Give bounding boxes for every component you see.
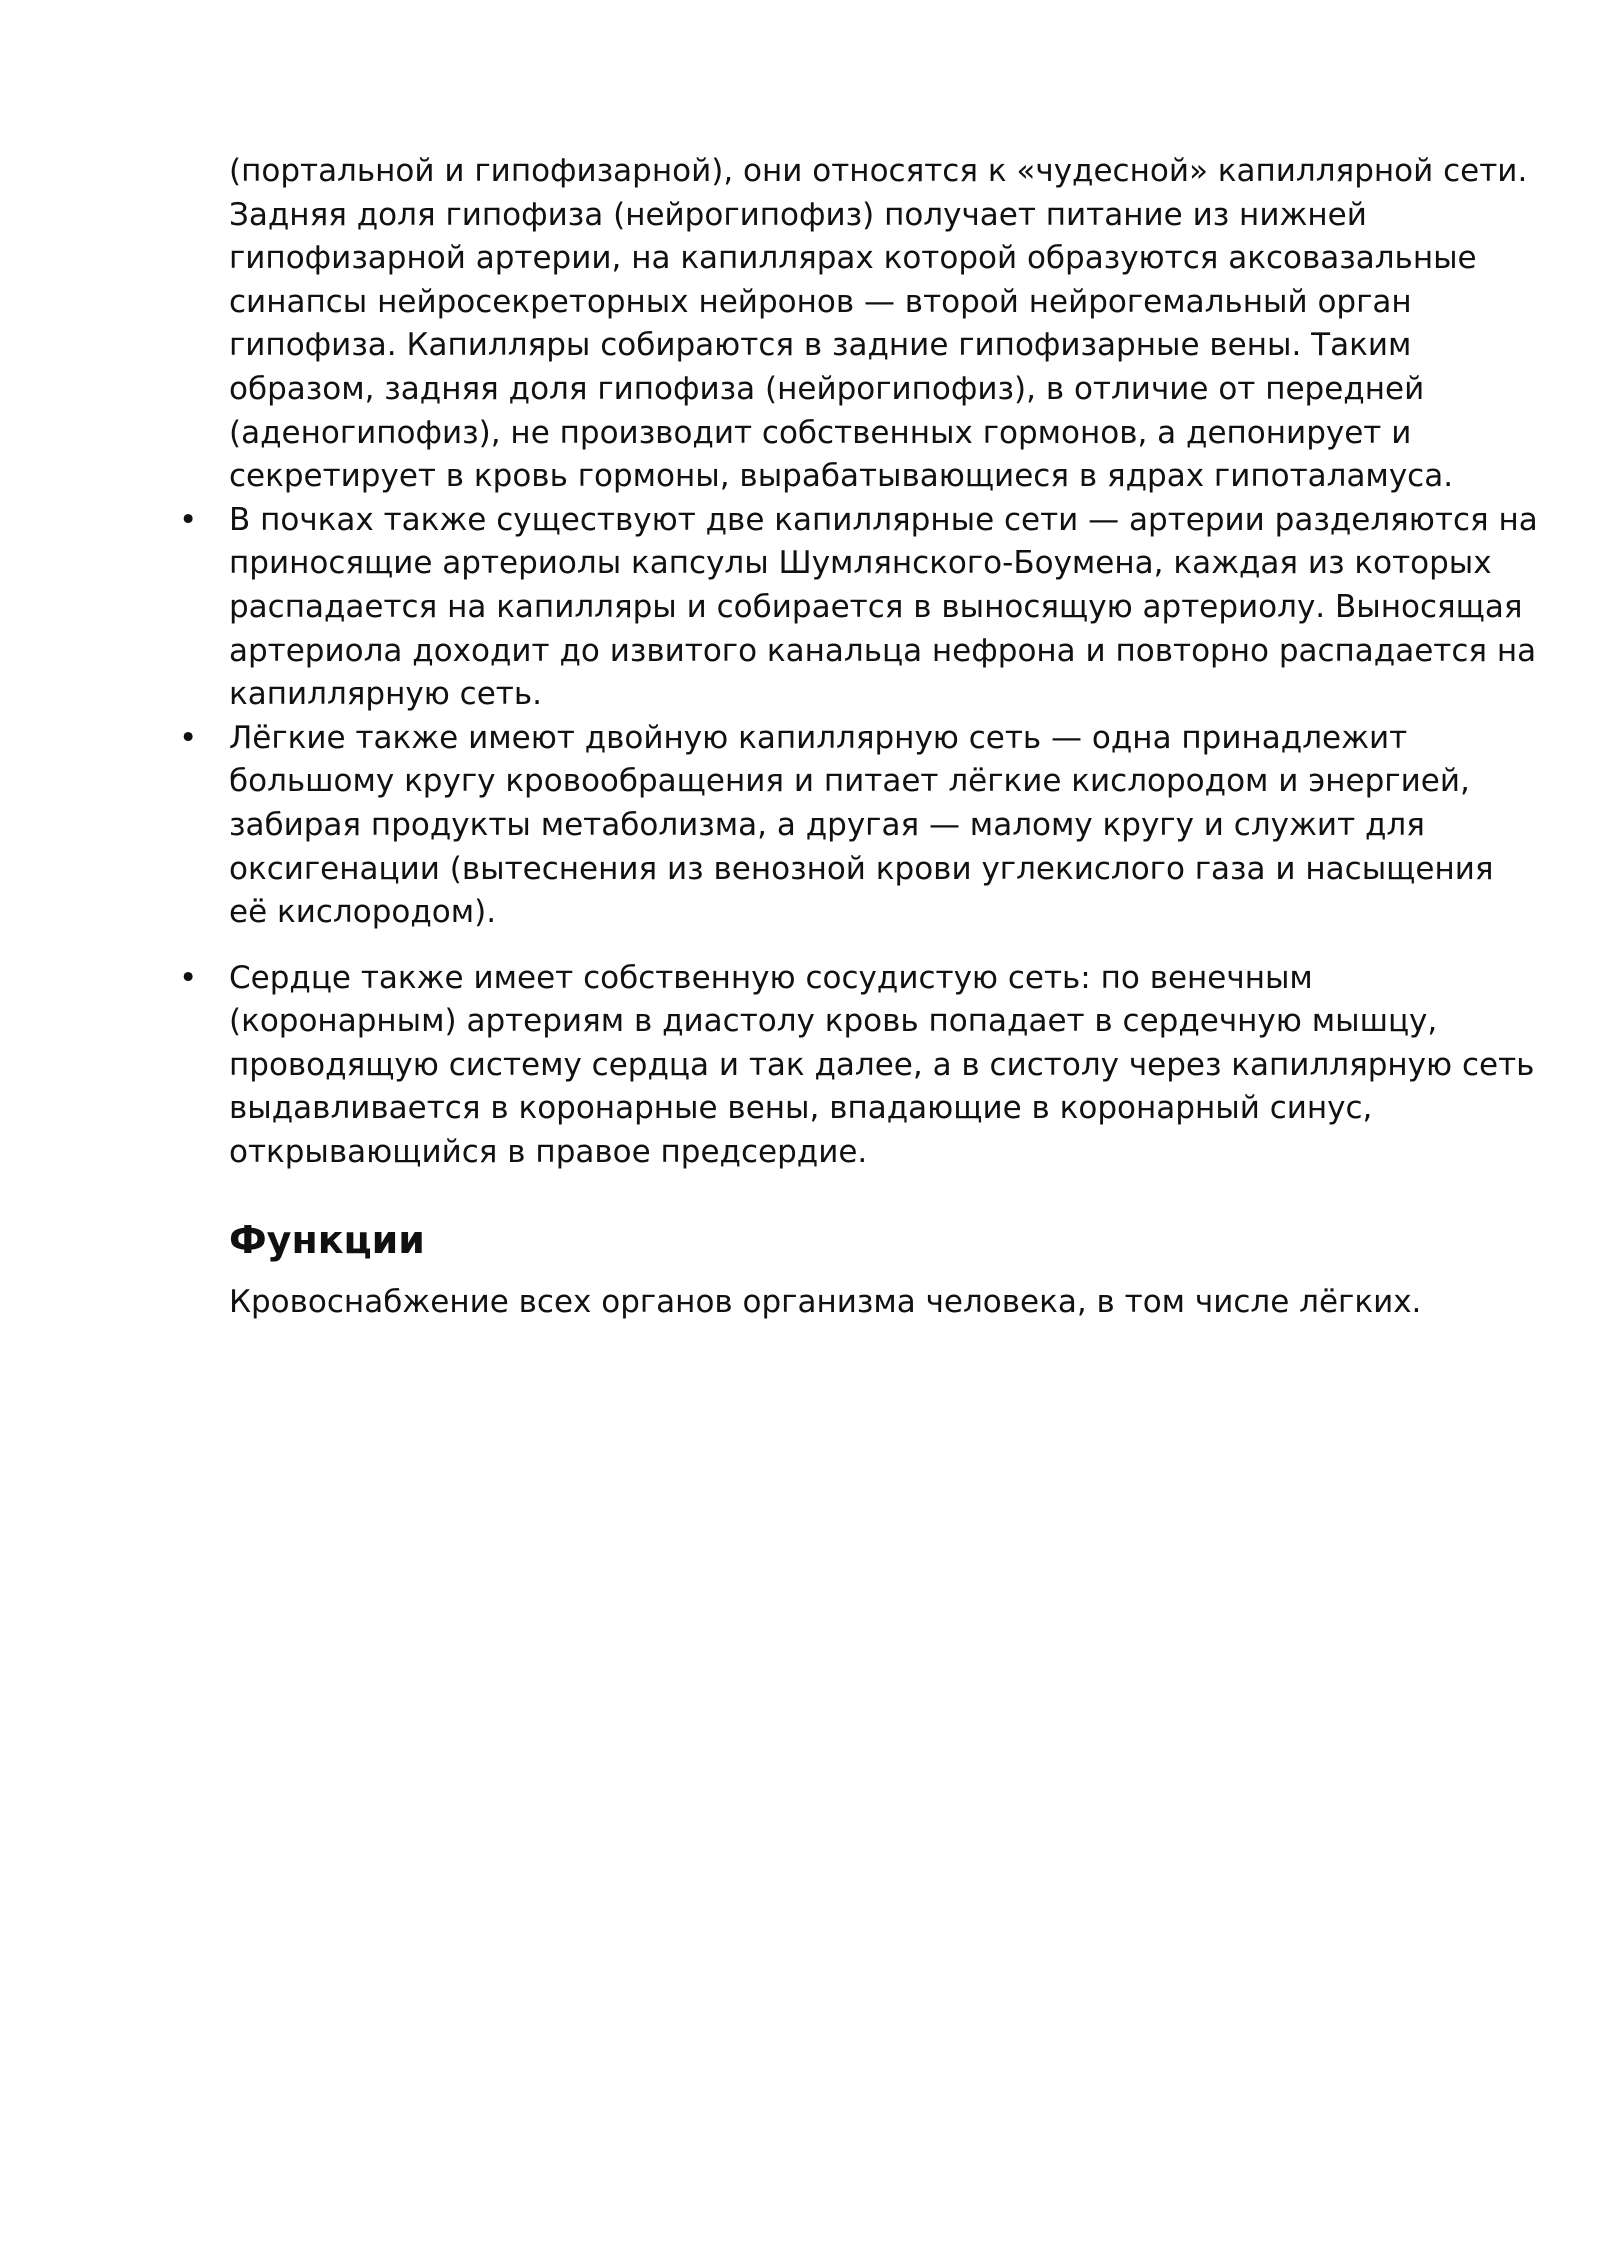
- bullet-marker: •: [179, 959, 198, 996]
- text-line: приносящие артериолы капсулы Шумлянского-Боумена, каждая из которых: [229, 545, 1492, 582]
- text-line: синапсы нейросекреторных нейронов — второй нейрогемальный орган: [229, 283, 1412, 320]
- text-line: В почках также существуют две капиллярные сети — артерии разделяются на: [229, 501, 1538, 538]
- list-item-text: [229, 957, 1535, 1175]
- text-line: Лёгкие также имеют двойную капиллярную сеть — одна принадлежит: [229, 719, 1408, 756]
- text-line: открывающийся в правое предсердие.: [229, 1134, 868, 1171]
- list-spacer: [229, 935, 1509, 957]
- text-line: забирая продукты метаболизма, а другая — малому кругу и служит для: [229, 806, 1425, 843]
- text-line: оксигенации (вытеснения из венозной крови углекислого газа и насыщения: [229, 850, 1494, 887]
- text-line: Сердце также имеет собственную сосудистую сеть: по венечным: [229, 959, 1313, 996]
- text-line: проводящую систему сердца и так далее, а в систолу через капиллярную сеть: [229, 1046, 1535, 1083]
- list-item-text: [229, 717, 1509, 935]
- section-heading: Функции: [229, 1217, 425, 1262]
- list-item-lungs: [179, 717, 1509, 935]
- text-line: (коронарным) артериям в диастолу кровь попадает в сердечную мышцу,: [229, 1003, 1438, 1040]
- text-line: артериола доходит до извитого канальца нефрона и повторно распадается на: [229, 632, 1537, 669]
- bullet-list: [179, 499, 1538, 1175]
- text-line: выдавливается в коронарные вены, впадающие в коронарный синус,: [229, 1090, 1373, 1127]
- text-line: секретирует в кровь гормоны, вырабатывающиеся в ядрах гипоталамуса.: [229, 458, 1454, 495]
- bullet-marker: •: [179, 501, 198, 538]
- text-line: гипофизарной артерии, на капиллярах которой образуются аксовазальные: [229, 240, 1477, 277]
- bullet-marker: •: [179, 719, 198, 756]
- list-item-kidneys: [179, 499, 1538, 717]
- text-line: распадается на капилляры и собирается в выносящую артериолу. Выносящая: [229, 588, 1523, 625]
- list-item-heart: [179, 957, 1535, 1175]
- text-line: капиллярную сеть.: [229, 676, 542, 713]
- document-content: [179, 150, 1538, 1324]
- text-line: (аденогипофиз), не производит собственных гормонов, а депонирует и: [229, 414, 1412, 451]
- section-body: Кровоснабжение всех органов организма человека, в том числе лёгких.: [229, 1283, 1422, 1320]
- text-line: образом, задняя доля гипофиза (нейрогипофиз), в отличие от передней: [229, 370, 1425, 407]
- text-line: её кислородом).: [229, 894, 497, 931]
- text-line: большому кругу кровообращения и питает лёгкие кислородом и энергией,: [229, 763, 1470, 800]
- text-line: Задняя доля гипофиза (нейрогипофиз) получает питание из нижней: [229, 196, 1367, 233]
- intro-paragraph: [229, 150, 1528, 499]
- text-line: гипофиза. Капилляры собираются в задние гипофизарные вены. Таким: [229, 327, 1412, 364]
- list-item-text: [229, 499, 1538, 717]
- text-line: (портальной и гипофизарной), они относятся к «чудесной» капиллярной сети.: [229, 153, 1528, 189]
